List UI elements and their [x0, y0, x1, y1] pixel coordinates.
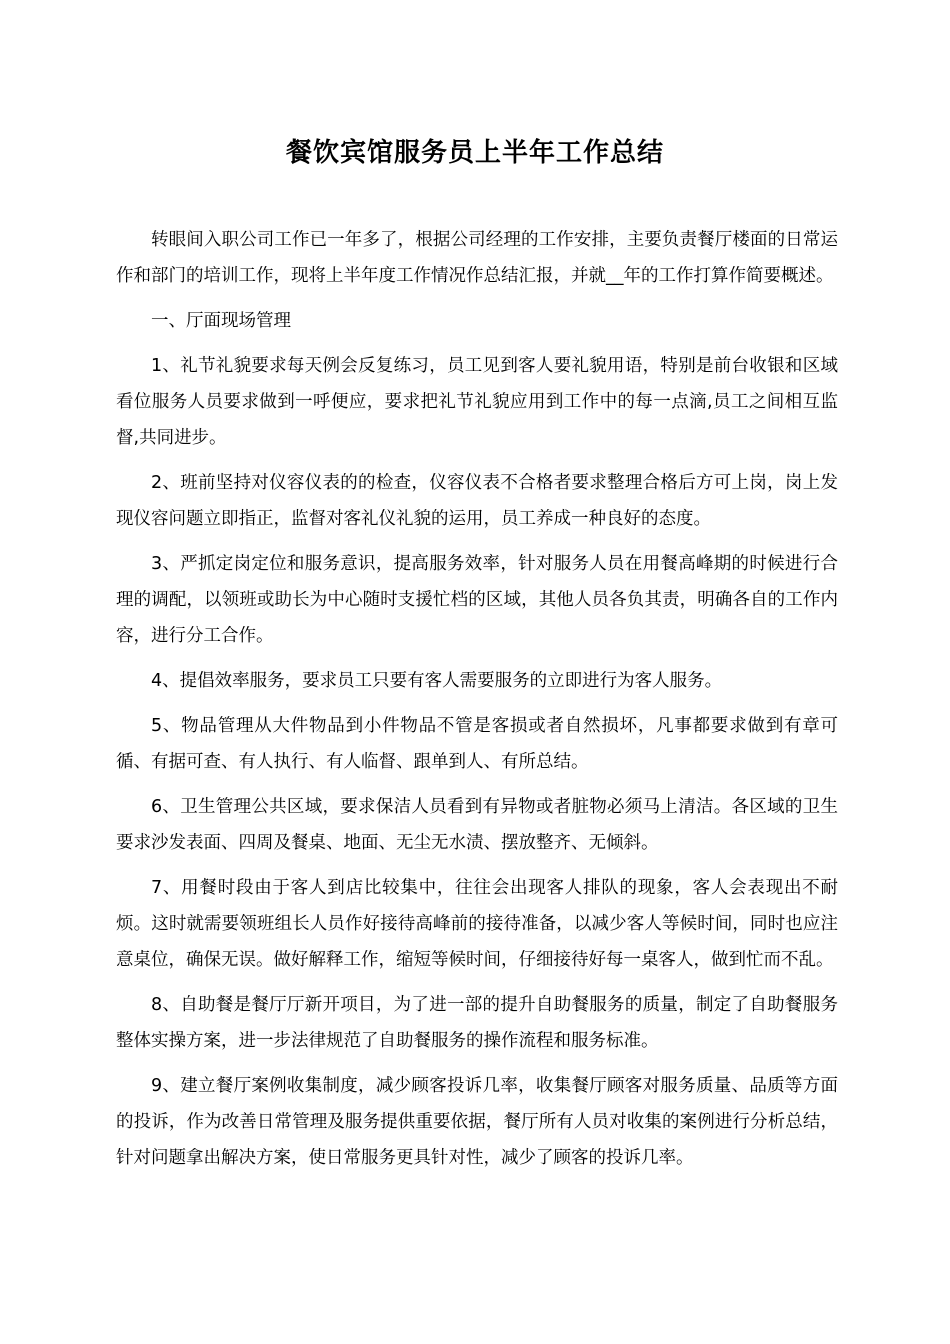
list-item: 2、班前坚持对仪容仪表的的检查，仪容仪表不合格者要求整理合格后方可上岗，岗上发现仪容问题立即指正，监督对客礼仪礼貌的运用，员工养成一种良好的态度。	[116, 473, 838, 529]
section-heading: 一、厅面现场管理	[151, 311, 291, 331]
list-item: 4、提倡效率服务，要求员工只要有客人需要服务的立即进行为客人服务。	[151, 671, 723, 691]
list-item: 8、自助餐是餐厅厅新开项目，为了进一部的提升自助餐服务的质量，制定了自助餐服务整体实操方案，进一步法律规范了自助餐服务的操作流程和服务标准。	[116, 995, 838, 1051]
intro-paragraph: 转眼间入职公司工作已一年多了，根据公司经理的工作安排，主要负责餐厅楼面的日常运作和部门的培训工作，现将上半年度工作情况作总结汇报，并就__年的工作打算作简要概述。	[116, 230, 838, 286]
document-title: 餐饮宾馆服务员上半年工作总结	[285, 138, 664, 168]
list-item: 5、物品管理从大件物品到小件物品不管是客损或者自然损坏，凡事都要求做到有章可循、有据可查、有人执行、有人临督、跟单到人、有所总结。	[116, 716, 838, 772]
list-item: 9、建立餐厅案例收集制度，减少顾客投诉几率，收集餐厅顾客对服务质量、品质等方面的投诉，作为改善日常管理及服务提供重要依据，餐厅所有人员对收集的案例进行分析总结，针对问题拿出解决方案，使日常服务更具针对性，减少了顾客的投诉几率。	[116, 1076, 838, 1168]
list-item: 3、严抓定岗定位和服务意识，提高服务效率，针对服务人员在用餐高峰期的时候进行合理的调配，以领班或助长为中心随时支援忙档的区域，其他人员各负其责，明确各自的工作内容，进行分工合作。	[116, 554, 838, 646]
list-item: 7、用餐时段由于客人到店比较集中，往往会出现客人排队的现象，客人会表现出不耐烦。这时就需要领班组长人员作好接待高峰前的接待准备，以减少客人等候时间，同时也应注意桌位，确保无误。做好解释工作，缩短等候时间，仔细接待好每一桌客人，做到忙而不乱。	[116, 878, 838, 970]
document-body	[116, 222, 838, 1185]
list-item: 1、礼节礼貌要求每天例会反复练习，员工见到客人要礼貌用语，特别是前台收银和区域看位服务人员要求做到一呼便应，要求把礼节礼貌应用到工作中的每一点滴,员工之间相互监督,共同进步。	[116, 356, 838, 448]
list-item: 6、卫生管理公共区域，要求保洁人员看到有异物或者脏物必须马上清洁。各区域的卫生要求沙发表面、四周及餐桌、地面、无尘无水渍、摆放整齐、无倾斜。	[116, 797, 838, 853]
